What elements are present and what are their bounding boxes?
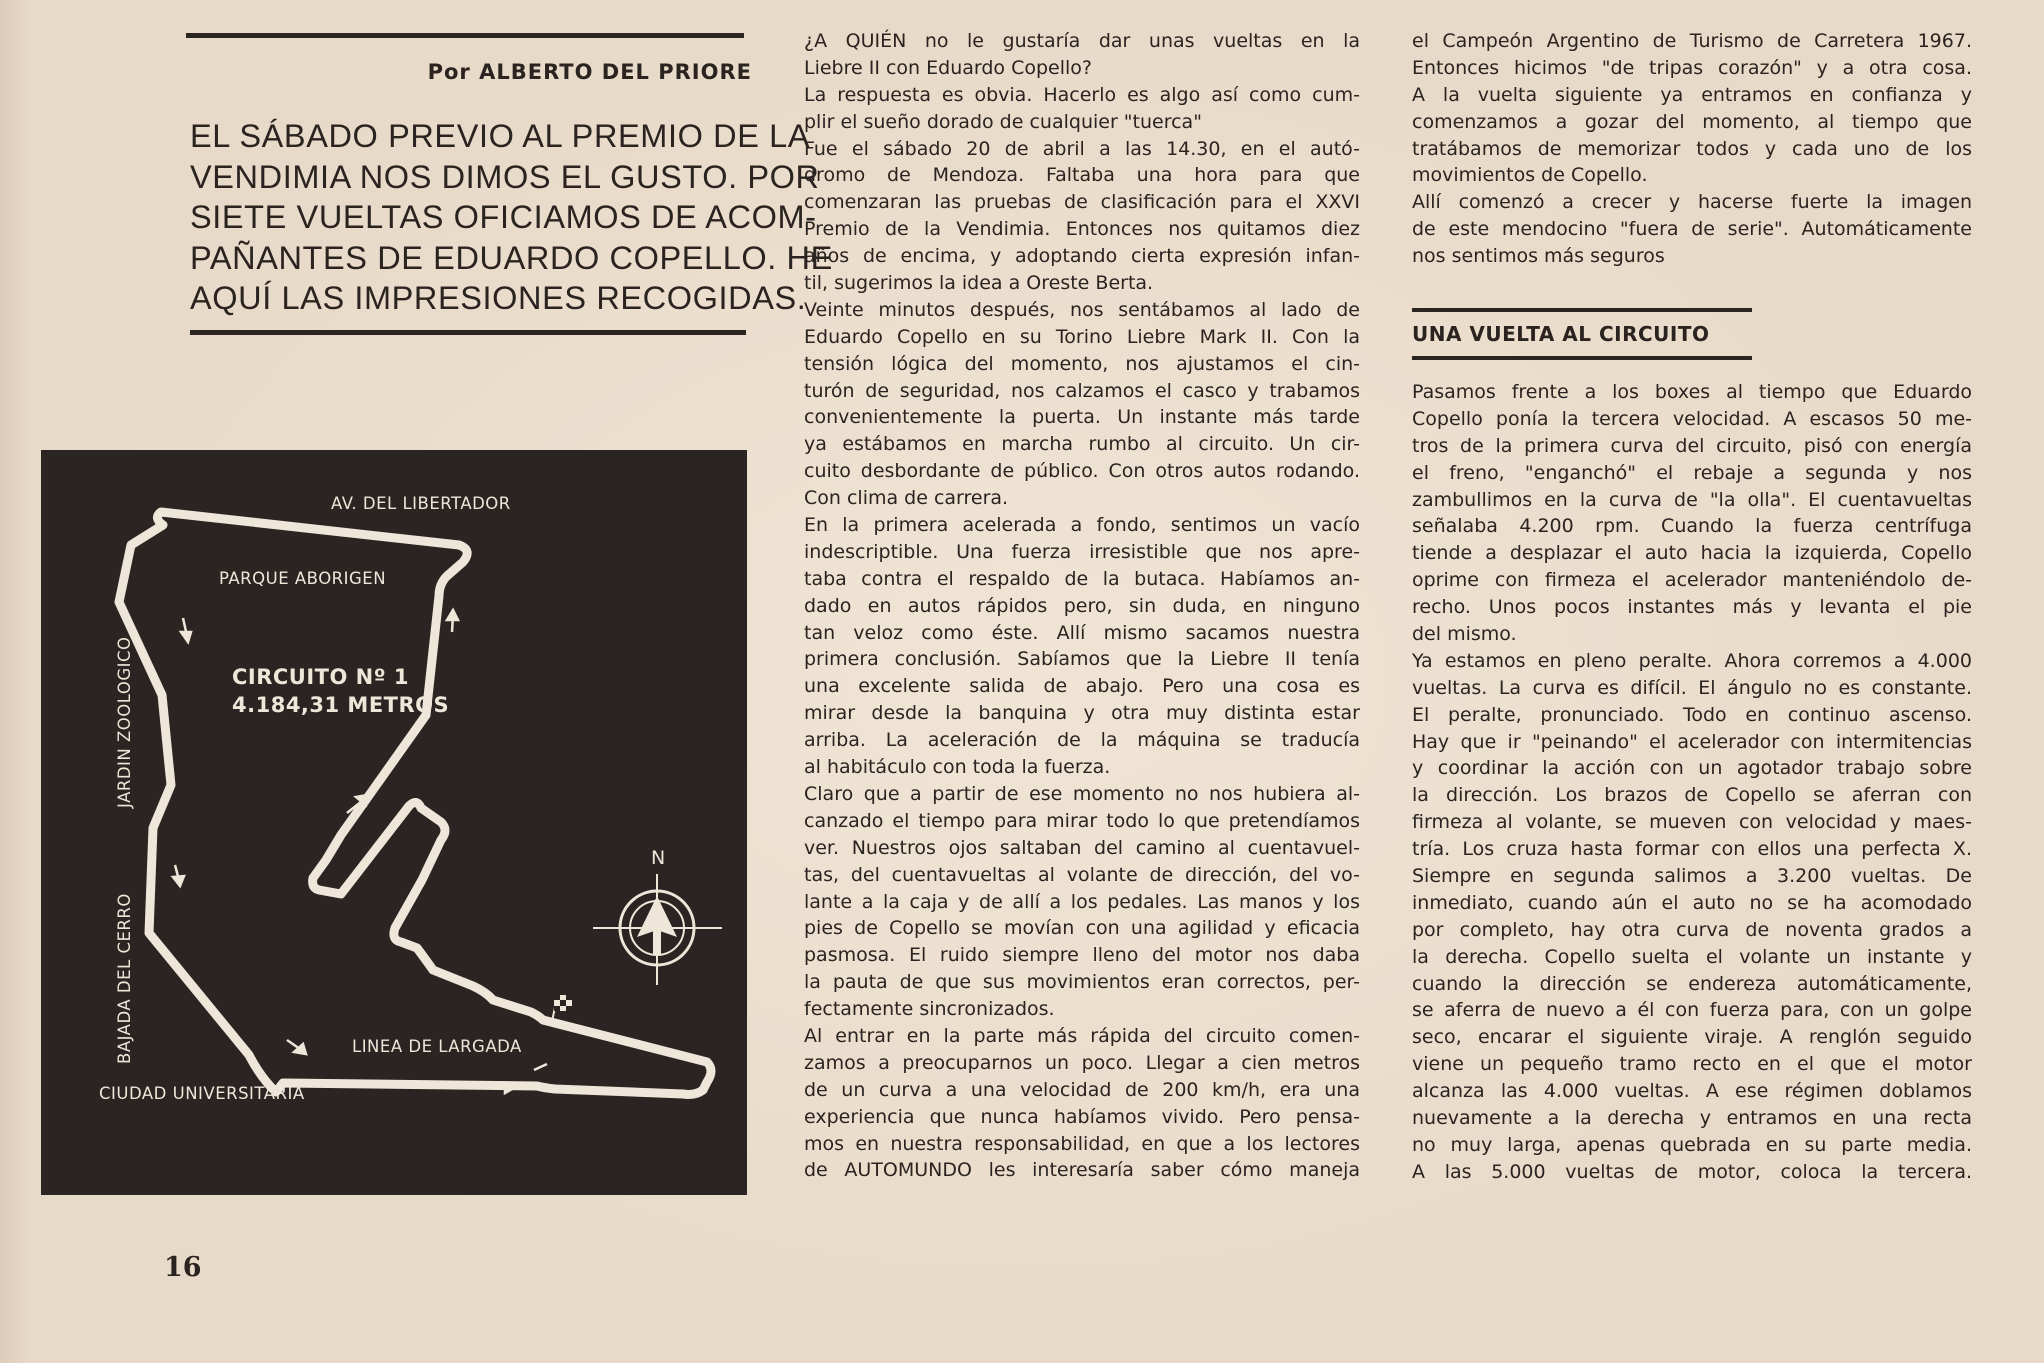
text-line: dado en autos rápidos pero, sin duda, en ninguno xyxy=(804,594,1360,617)
arrow-2-head xyxy=(447,610,458,620)
text-line: años de encima, y adoptando cierta expresión infan- xyxy=(804,245,1360,268)
text-line: Copello ponía la tercera velocidad. A escasos 50 me- xyxy=(1412,407,1972,430)
text-line: zambullimos en la curva de "la olla". El cuentavueltas xyxy=(1412,488,1972,511)
text-line: Claro que a partir de ese momento no nos hubiera al- xyxy=(804,782,1360,805)
intro-paragraph xyxy=(190,116,833,319)
text-line: nos sentimos más seguros xyxy=(1412,245,1665,268)
text-line: La respuesta es obvia. Hacerlo es algo así como cum- xyxy=(804,83,1360,106)
text-line: viene un pequeño tramo recto en el que el motor xyxy=(1412,1053,1972,1076)
text-line: se aferra de nuevo a él con fuerza para, con un golpe xyxy=(1412,999,1972,1022)
arrow-7 xyxy=(534,1064,547,1070)
text-line: experiencia que nunca habíamos vivido. Pero pensa- xyxy=(804,1105,1360,1128)
text-line: comenzamos a gozar del momento, al tiempo que xyxy=(1412,110,1972,133)
text-line: A las 5.000 vueltas de motor, coloca la tercera. xyxy=(1412,1160,1972,1183)
text-line: Liebre II con Eduardo Copello? xyxy=(804,56,1092,79)
text-line: fectamente sincronizados. xyxy=(804,998,1055,1021)
text-line: Allí comenzó a crecer y hacerse fuerte la imagen xyxy=(1412,191,1972,214)
track-outline xyxy=(119,512,711,1095)
flag-check xyxy=(560,1000,566,1006)
text-line: el freno, "enganchó" el rebaje a segunda y nos xyxy=(1412,461,1972,484)
label-north: N xyxy=(651,847,666,869)
flag-check xyxy=(566,995,572,1000)
text-line: tan veloz como éste. Allí mismo sacamos nuestra xyxy=(804,621,1360,644)
text-line: mos en nuestra responsabilidad, en que a los lectores xyxy=(804,1132,1360,1155)
text-line: indescriptible. Una fuerza irresistible que nos apre- xyxy=(804,540,1360,563)
arrow-1-head xyxy=(181,632,191,642)
circuit-name: CIRCUITO Nº 1 xyxy=(232,665,410,689)
label-ciudad-universitaria: CIUDAD UNIVERSITARIA xyxy=(99,1084,305,1103)
text-line: la dirección. Los brazos de Copello se aferran con xyxy=(1412,784,1972,807)
article-column-3-bottom xyxy=(1412,379,1972,1186)
subhead-bottom-rule xyxy=(1412,356,1752,360)
arrow-4-head xyxy=(173,876,184,886)
text-line: til, sugerimos la idea a Oreste Berta. xyxy=(804,272,1154,295)
intro-line: SIETE VUELTAS OFICIAMOS DE ACOM- xyxy=(190,199,817,235)
text-line: zamos a preocuparnos un poco. Llegar a cien metros xyxy=(804,1051,1360,1074)
text-line: ver. Nuestros ojos saltaban del camino al cuentavuel- xyxy=(804,836,1360,859)
text-line: dromo de Mendoza. Faltaba una hora para que xyxy=(804,164,1360,187)
intro-line: VENDIMIA NOS DIMOS EL GUSTO. POR xyxy=(190,158,820,195)
text-line: Siempre en segunda salimos a 3.200 vueltas. De xyxy=(1412,865,1972,888)
text-line: cuando la dirección se endereza automáticamente, xyxy=(1412,972,1972,995)
text-line: una excelente salida de abajo. Pero una cosa es xyxy=(804,675,1360,698)
text-line: de un curva a una velocidad de 200 km/h, era una xyxy=(804,1078,1360,1101)
text-line: convenientemente la puerta. Un instante más tarde xyxy=(804,406,1360,429)
flag-check xyxy=(554,995,560,1000)
text-line: tría. Los cruza hasta formar con ellos una perfecta X. xyxy=(1412,838,1972,861)
text-line: movimientos de Copello. xyxy=(1412,164,1648,187)
text-line: inmediato, cuando aún el auto no se ha acomodado xyxy=(1412,891,1972,914)
text-line: seco, encarar el siguiente viraje. A renglón seguido xyxy=(1412,1026,1972,1049)
byline: Por ALBERTO DEL PRIORE xyxy=(427,60,752,84)
text-line: mirar desde la banquina y otra muy distinta estar xyxy=(804,702,1360,725)
text-line: Premio de la Vendimia. Entonces nos quitamos diez xyxy=(804,218,1360,241)
text-line: cuito desbordante de público. Con otros autos rodando. xyxy=(804,460,1360,483)
text-line: Hay que ir "peinando" el acelerador con intermitencias xyxy=(1412,730,1972,753)
text-line: de este mendocino "fuera de serie". Automáticamente xyxy=(1412,218,1972,241)
text-line: Fue el sábado 20 de abril a las 14.30, en el autó- xyxy=(804,137,1360,160)
text-line: El peralte, pronunciado. Todo en continuo ascenso. xyxy=(1412,703,1972,726)
intro-line: AQUÍ LAS IMPRESIONES RECOGIDAS. xyxy=(190,280,807,316)
text-line: no muy larga, apenas quebrada en su parte media. xyxy=(1412,1133,1972,1156)
text-line: recho. Unos pocos instantes más y levanta el pie xyxy=(1412,596,1972,619)
label-linea-de-largada: LINEA DE LARGADA xyxy=(352,1037,522,1056)
text-line: tas, del cuentavueltas al volante de dirección, del vo- xyxy=(804,863,1360,886)
text-line: plir el sueño dorado de cualquier "tuerca" xyxy=(804,110,1202,133)
text-line: Pasamos frente a los boxes al tiempo que Eduardo xyxy=(1412,381,1972,403)
intro-line: EL SÁBADO PREVIO AL PREMIO DE LA xyxy=(190,118,811,154)
text-line: comenzaran las pruebas de clasificación para el XXVI xyxy=(804,191,1360,214)
text-line: tiende a desplazar el auto hacia la izquierda, Copello xyxy=(1412,542,1972,565)
text-line: del mismo. xyxy=(1412,623,1517,646)
text-line: pasmosa. El ruido siempre lleno del motor nos daba xyxy=(804,944,1360,967)
intro-line: PAÑANTES DE EDUARDO COPELLO. HE xyxy=(190,239,833,276)
article-column-2 xyxy=(804,28,1360,1184)
section-heading: UNA VUELTA AL CIRCUITO xyxy=(1412,322,1710,346)
text-line: Con clima de carrera. xyxy=(804,487,1009,510)
flag-check xyxy=(554,1006,560,1011)
compass-rose-icon xyxy=(593,874,722,985)
text-line: turón de seguridad, nos calzamos el casco y trabamos xyxy=(804,379,1360,402)
circuit-length: 4.184,31 METROS xyxy=(232,693,450,717)
text-line: taba contra el respaldo de la butaca. Habíamos an- xyxy=(804,567,1360,590)
text-line: A la vuelta siguiente ya entramos en confianza y xyxy=(1412,83,1972,106)
text-line: vueltas. La curva es difícil. El ángulo no es constante. xyxy=(1412,676,1972,699)
text-line: por completo, hay otra curva de noventa grados a xyxy=(1412,918,1972,941)
text-line: arriba. La aceleración de la máquina se traducía xyxy=(804,729,1360,752)
circuit-title xyxy=(232,663,449,719)
text-line: En la primera acelerada a fondo, sentimos un vacío xyxy=(804,514,1360,537)
label-parque-aborigen: PARQUE ABORIGEN xyxy=(219,569,387,588)
text-line: primera conclusión. Sabíamos que la Liebre II tenía xyxy=(804,648,1360,671)
text-line: Ya estamos en pleno peralte. Ahora corremos a 4.000 xyxy=(1412,649,1972,672)
text-line: tros de la primera curva del circuito, pisó con energía xyxy=(1412,434,1972,457)
text-line: la derecha. Copello suelta el volante un instante y xyxy=(1412,945,1972,968)
text-line: tratábamos de memorizar todos y cada uno de los xyxy=(1412,137,1972,160)
top-rule xyxy=(186,33,744,38)
text-line: y coordinar la acción con un agotador trabajo sobre xyxy=(1412,757,1972,780)
page-number: 16 xyxy=(164,1252,202,1283)
label-av-libertador: AV. DEL LIBERTADOR xyxy=(331,494,511,513)
text-line: Veinte minutos después, nos sentábamos al lado de xyxy=(804,298,1360,321)
text-line: tensión lógica del momento, nos ajustamos el cin- xyxy=(804,352,1360,375)
text-line: ya estábamos en marcha rumbo al circuito. Un cir- xyxy=(804,433,1360,456)
label-bajada-del-cerro: BAJADA DEL CERRO xyxy=(115,893,134,1064)
text-line: al habitáculo con toda la fuerza. xyxy=(804,756,1111,779)
text-line: oprime con firmeza el acelerador manteniéndolo de- xyxy=(1412,569,1972,592)
text-line: Entonces hicimos "de tripas corazón" y a otra cosa. xyxy=(1412,56,1972,79)
circuit-map xyxy=(41,450,747,1195)
article-column-3-top xyxy=(1412,28,1972,270)
text-line: Al entrar en la parte más rápida del circuito comen- xyxy=(804,1024,1360,1047)
text-line: firmeza al volante, se mueven con velocidad y maes- xyxy=(1412,811,1972,834)
text-line: de AUTOMUNDO les interesaría saber cómo maneja xyxy=(804,1159,1360,1182)
text-line: pies de Copello se movían con una agilidad y eficacia xyxy=(804,917,1360,940)
text-line: nuevamente a la derecha y entramos en una recta xyxy=(1412,1107,1972,1130)
text-line: el Campeón Argentino de Turismo de Carretera 1967. xyxy=(1412,30,1972,52)
text-line: canzado el tiempo para mirar todo lo que pretendíamos xyxy=(804,809,1360,832)
subhead-top-rule xyxy=(1412,308,1752,312)
text-line: alcanza las 4.000 vueltas. A ese régimen doblamos xyxy=(1412,1080,1972,1103)
compass-needle-base xyxy=(653,928,661,954)
text-line: ¿A QUIÉN no le gustaría dar unas vueltas en la xyxy=(804,30,1360,52)
intro-bottom-rule xyxy=(190,330,746,335)
label-jardin-zoologico: JARDIN ZOOLOGICO xyxy=(115,636,134,808)
text-line: la pauta de que sus movimientos eran correctos, per- xyxy=(804,971,1360,994)
text-line: señalaba 4.200 rpm. Cuando la fuerza centrífuga xyxy=(1412,515,1972,538)
text-line: Eduardo Copello en su Torino Liebre Mark II. Con la xyxy=(804,325,1360,348)
flag-check xyxy=(566,1006,572,1011)
text-line: lante a la caja y de allí a los pedales. Las manos y los xyxy=(804,890,1360,913)
